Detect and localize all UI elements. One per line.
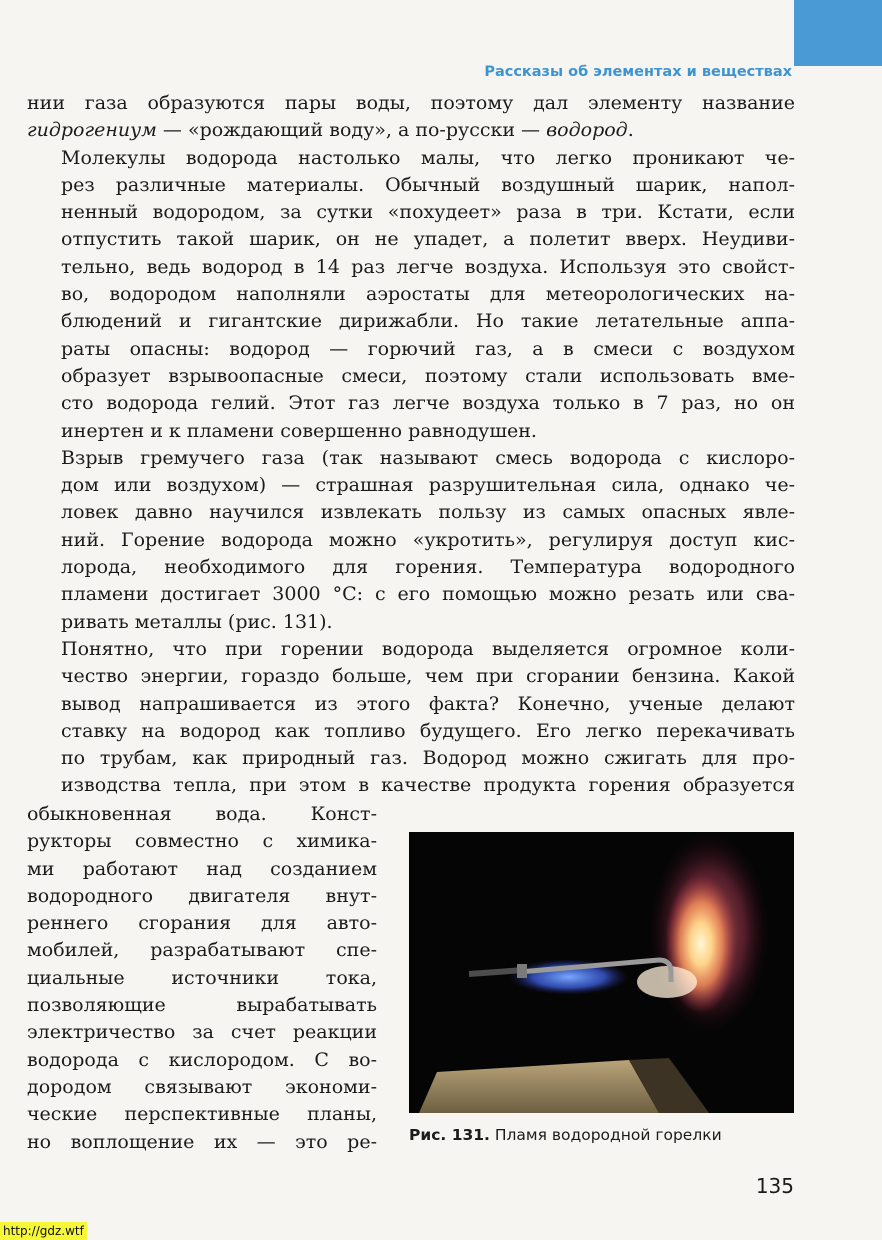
figure-131-photo	[409, 832, 794, 1113]
text-line: но воплощение их — это ре-	[27, 1130, 377, 1153]
text-line: дом или воздухом) — страшная разрушительная сила, однако че-	[61, 474, 795, 497]
text-line: во, водородом наполняли аэростаты для метеорологических на-	[61, 283, 795, 306]
text-line: нии газа образуются пары воды, поэтому дал элементу название	[27, 92, 795, 114]
text-line: образует взрывоопасные смеси, поэтому стали использовать вме-	[61, 364, 795, 387]
text-line: блюдений и гигантские дирижабли. Но такие летательные аппа-	[61, 310, 795, 333]
text-line: изводства тепла, при этом в качестве продукта горения образуется	[61, 774, 795, 797]
text-line: тельно, ведь водород в 14 раз легче воздуха. Используя это свойст-	[61, 255, 795, 278]
text-line: Понятно, что при горении водорода выделяется огромное коли-	[61, 637, 795, 660]
figure-caption-text: Пламя водородной горелки	[489, 1126, 722, 1144]
text-line: водорода с кислородом. С во-	[27, 1048, 377, 1071]
burner-body	[469, 970, 524, 974]
text-line: раты опасны: водород — горючий газ, а в смеси с воздухом	[61, 337, 795, 360]
running-head: Рассказы об элементах и веществах	[484, 64, 792, 80]
text-line: ставку на водород как топливо будущего. Его легко перекачивать	[61, 719, 795, 742]
text-line	[27, 117, 795, 144]
text-line: ловек давно научился извлекать пользу из самых опасных явле-	[61, 501, 795, 524]
text-line: циальные источники тока,	[27, 966, 377, 989]
paragraph-1	[27, 90, 795, 145]
chapter-tab-marker	[794, 0, 882, 66]
text-line: ривать металлы (рис. 131).	[61, 610, 333, 633]
text-line: пламени достигает 3000 °С: с его помощью можно резать или сва-	[61, 583, 795, 606]
text-line: инертен и к пламени совершенно равнодушен.	[61, 419, 537, 442]
figure-caption	[409, 1126, 722, 1144]
paragraph-4	[27, 636, 795, 800]
text-line: позволяющие вырабатывать	[27, 994, 377, 1017]
text-line: электричество за счет реакции	[27, 1021, 377, 1044]
term-vodorod: водород	[546, 119, 628, 142]
figure-label: Рис. 131.	[409, 1126, 490, 1144]
page-number: 135	[755, 1174, 794, 1198]
text-line: Молекулы водорода настолько малы, что легко проникают че-	[61, 146, 795, 169]
text-line: ческие перспективные планы,	[27, 1103, 377, 1126]
watermark-link[interactable]: http://gdz.wtf	[0, 1222, 87, 1240]
burner-nozzle	[517, 964, 527, 978]
paragraph-4-wrap-column	[27, 801, 377, 1156]
term-hydrogenium: гидрогениум	[27, 119, 157, 142]
text-line: ний. Горение водорода можно «укротить», регулируя доступ кис-	[61, 528, 795, 551]
text-line: рукторы совместно с химика-	[27, 830, 377, 853]
main-text	[27, 90, 795, 800]
flame-hot-spot	[637, 966, 697, 998]
text-fragment: .	[627, 119, 634, 142]
text-line: мобилей, разрабатывают спе-	[27, 939, 377, 962]
text-line: сто водорода гелий. Этот газ легче воздуха только в 7 раз, но он	[61, 392, 795, 415]
text-line: водородного двигателя внут-	[27, 884, 377, 907]
text-line: по трубам, как природный газ. Водород можно сжигать для про-	[61, 747, 795, 770]
text-line: реннего сгорания для авто-	[27, 912, 377, 935]
text-line: ненный водородом, за сутки «похудеет» раза в три. Кстати, если	[61, 201, 795, 224]
text-line: Взрыв гремучего газа (так называют смесь водорода с кислоро-	[61, 446, 795, 469]
text-line: рез различные материалы. Обычный воздушный шарик, напол-	[61, 173, 795, 196]
text-line: обыкновенная вода. Конст-	[27, 803, 377, 825]
text-line: вывод напрашивается из этого факта? Конечно, ученые делают	[61, 692, 795, 715]
text-line: отпустить такой шарик, он не упадет, а полетит вверх. Неудиви-	[61, 228, 795, 251]
paragraph-2	[27, 145, 795, 445]
text-line: лорода, необходимого для горения. Температура водородного	[61, 556, 795, 579]
burner-flame-illustration	[409, 832, 794, 1113]
text-fragment: — «рождающий воду», а по-русски —	[156, 119, 547, 142]
paragraph-3	[27, 445, 795, 636]
text-line: дородом связывают экономи-	[27, 1075, 377, 1098]
text-line: чество энергии, гораздо больше, чем при сгорании бензина. Какой	[61, 665, 795, 688]
text-line: ми работают над созданием	[27, 857, 377, 880]
